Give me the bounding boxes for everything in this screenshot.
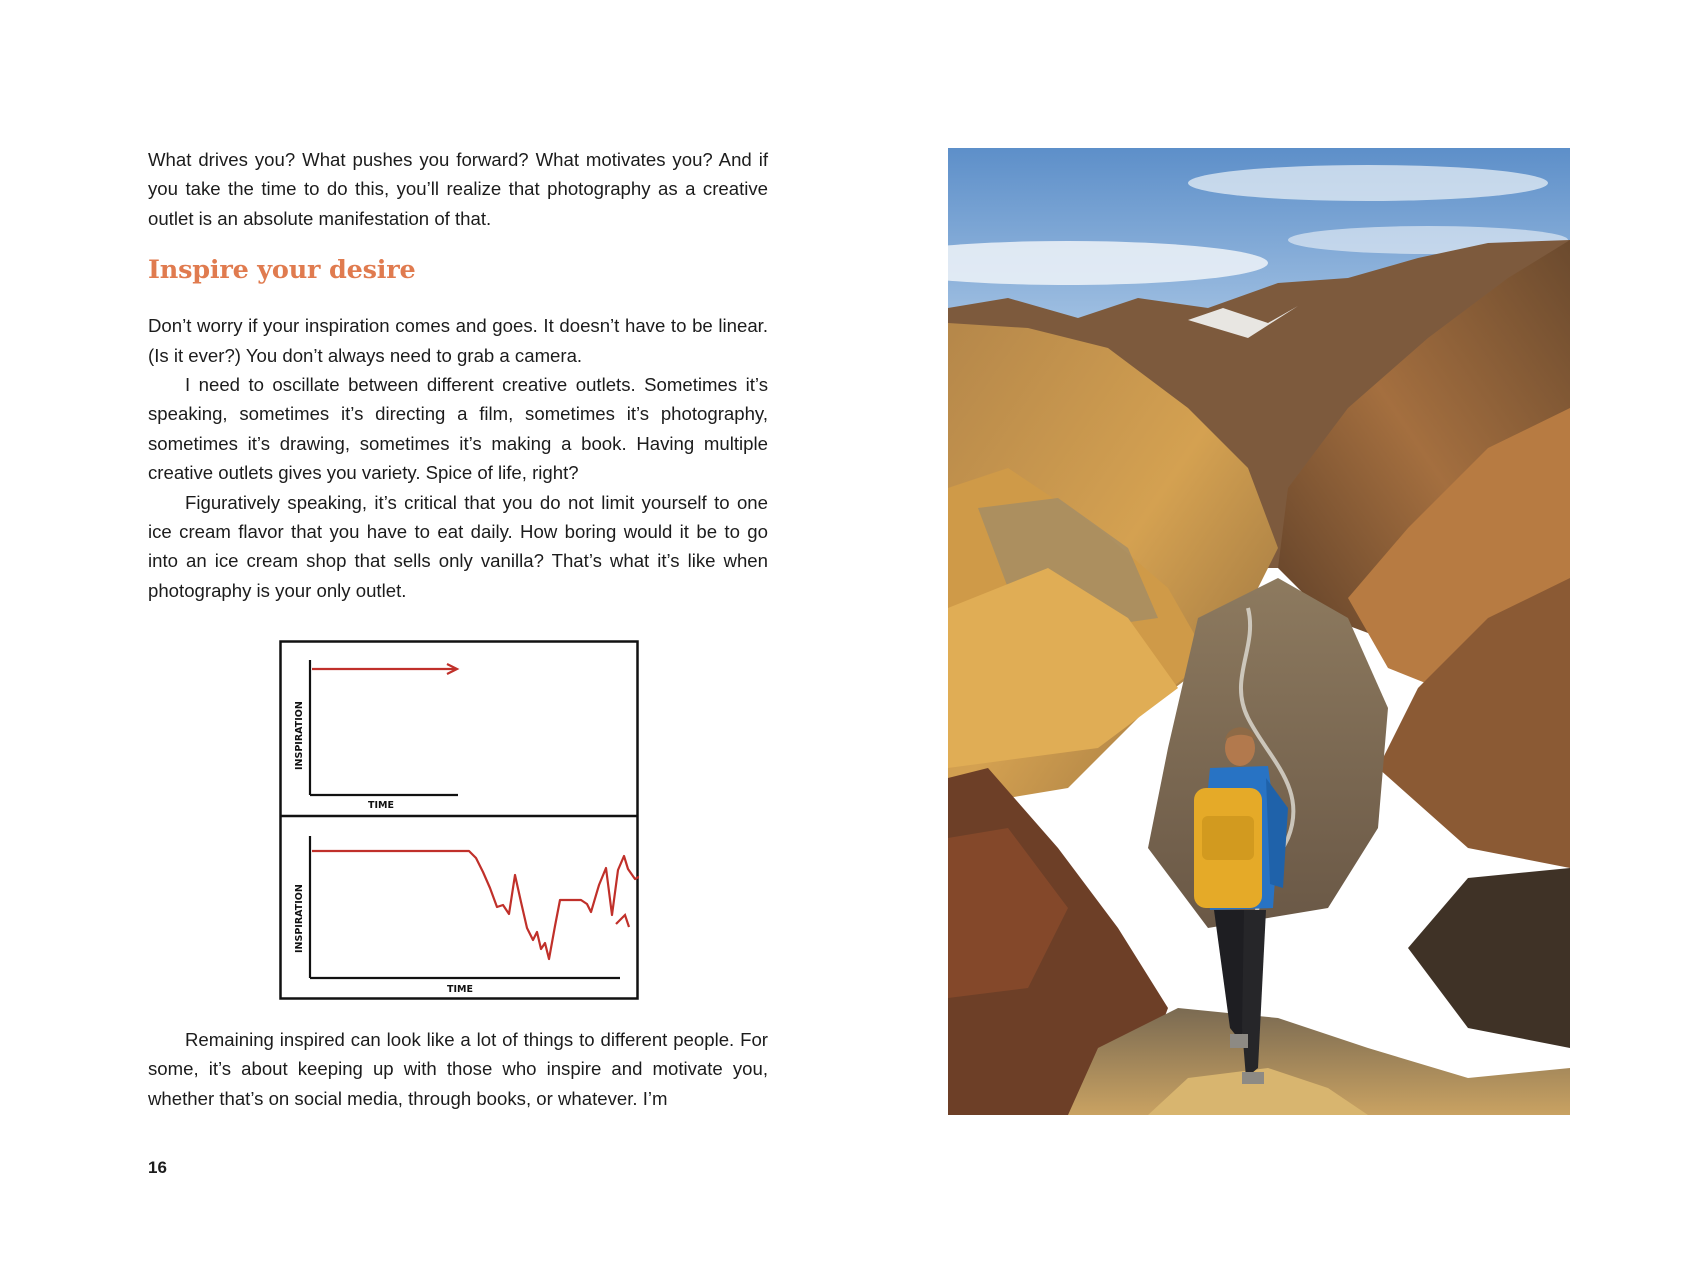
section-heading: Inspire your desire: [148, 255, 416, 286]
bottom-x-label: TIME: [447, 984, 473, 995]
cloud: [1188, 165, 1548, 201]
bottom-inspiration-line: [312, 851, 639, 959]
inspiration-sketch-svg: [279, 640, 639, 1000]
sketch-frame: [281, 642, 638, 999]
hiker-boot: [1242, 1072, 1264, 1084]
bottom-arrowhead-icon: [616, 915, 629, 927]
top-y-label: INSPIRATION: [294, 701, 305, 770]
body-paragraph-1: Don’t worry if your inspiration comes and goes. It doesn’t have to be linear. (Is it ever?) You don’t always need to grab a camera.: [148, 315, 768, 366]
bottom-y-label: INSPIRATION: [294, 884, 305, 953]
hiker-boot: [1230, 1034, 1248, 1048]
landscape-photo: [948, 148, 1570, 1115]
page-number: 16: [148, 1158, 167, 1177]
top-x-label: TIME: [368, 800, 394, 811]
inspiration-sketch: [279, 640, 639, 1000]
intro-paragraph: What drives you? What pushes you forward? What motivates you? And if you take the time to do this, you’ll realize that photography as a creative outlet is an absolute manifestation of that.: [148, 149, 768, 229]
landscape-photo-svg: [948, 148, 1570, 1115]
left-text-column: [148, 145, 768, 605]
after-sketch-text: [148, 1025, 768, 1113]
backpack-pocket: [1202, 816, 1254, 860]
body-paragraph-3: Figuratively speaking, it’s critical that you do not limit yourself to one ice cream flavor that you have to eat daily. How boring would it be to go into an ice cream shop that sells only vanilla? That’s what it’s like when photography is your only outlet.: [148, 491, 768, 601]
closing-paragraph: Remaining inspired can look like a lot of things to different people. For some, it’s about keeping up with those who inspire and motivate you, whether that’s on social media, through books, or whatever. I’m: [148, 1029, 768, 1109]
shadow-slope: [1408, 868, 1570, 1048]
body-paragraph-2: I need to oscillate between different creative outlets. Sometimes it’s speaking, sometimes it’s directing a film, sometimes it’s photography, sometimes it’s drawing, sometimes it’s making a book. Having multiple creative outlets gives you variety. Spice of life, right?: [148, 374, 768, 484]
